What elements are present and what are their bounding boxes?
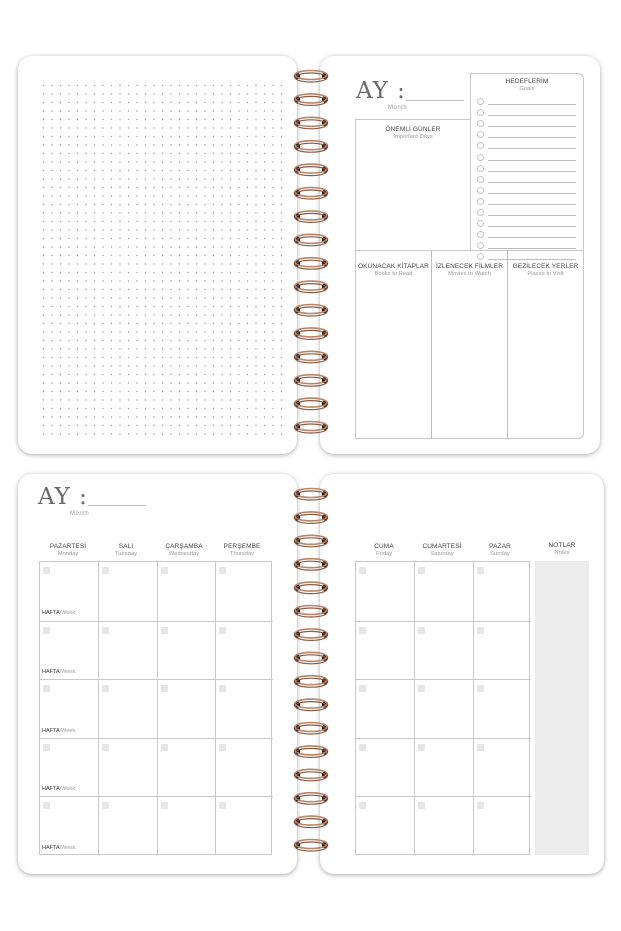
spiral-ring (294, 398, 328, 410)
spiral-ring (294, 652, 328, 664)
day-cell[interactable] (356, 621, 414, 680)
calendar-grid-right (355, 561, 530, 855)
spiral-ring (294, 629, 328, 641)
day-header-friday: CUMA (374, 543, 394, 550)
list-divider (507, 250, 508, 439)
day-cell[interactable] (157, 621, 215, 680)
week-label (42, 845, 77, 851)
spiral-ring (294, 793, 328, 805)
day-cell[interactable] (356, 562, 414, 621)
dot-grid (18, 56, 297, 454)
day-cell[interactable] (414, 621, 472, 680)
date-box (418, 627, 425, 634)
week-label (42, 786, 77, 792)
date-box (43, 685, 50, 692)
week-label-tr: HAFTA (42, 609, 60, 616)
goal-line (488, 215, 576, 216)
day-cell[interactable] (157, 738, 215, 797)
week-label-en: /Week: (59, 609, 77, 616)
day-cell[interactable] (98, 679, 156, 738)
day-subheader-monday: Monday (57, 551, 79, 557)
day-cell[interactable] (98, 621, 156, 680)
goal-line (488, 182, 576, 183)
spiral-ring (294, 699, 328, 711)
spiral-ring (294, 746, 328, 758)
date-box (102, 802, 109, 809)
date-box (161, 567, 168, 574)
week-label-tr: HAFTA (42, 669, 60, 676)
spiral-ring (294, 164, 328, 176)
day-cell[interactable] (157, 796, 215, 855)
spiral-ring (294, 281, 328, 293)
day-cell[interactable] (473, 621, 531, 680)
day-cell[interactable] (98, 796, 156, 855)
spiral-ring (294, 258, 328, 270)
goal-line (488, 160, 576, 161)
date-box (161, 627, 168, 634)
date-box (43, 744, 50, 751)
goal-checkbox[interactable] (477, 98, 484, 105)
day-header-thursday: PERŞEMBE (223, 543, 261, 550)
day-subheader-saturday: Saturday (430, 551, 454, 557)
spiral-ring (294, 188, 328, 200)
day-header-sunday: PAZAR (489, 543, 511, 550)
date-box (161, 744, 168, 751)
date-box (477, 627, 484, 634)
important-days-title: ÖNEMLİ GÜNLER (385, 126, 441, 133)
important-days-subtitle: Important Days (393, 134, 433, 140)
goal-line (488, 237, 576, 238)
calendar-right-page (320, 474, 604, 874)
calendar-left-page (18, 474, 297, 874)
spiral-ring (294, 94, 328, 106)
day-cell[interactable] (40, 738, 98, 797)
goal-line (488, 204, 576, 205)
spiral-ring (294, 723, 328, 735)
spiral-ring (294, 559, 328, 571)
spiral-ring (294, 71, 328, 83)
date-box (477, 567, 484, 574)
month-title: AY : (356, 78, 406, 104)
day-cell[interactable] (473, 796, 531, 855)
spiral-binding (285, 66, 335, 446)
spiral-ring (294, 351, 328, 363)
day-cell[interactable] (473, 738, 531, 797)
day-cell[interactable] (215, 562, 273, 621)
calendar-month-title: AY : (38, 484, 88, 510)
day-cell[interactable] (98, 562, 156, 621)
date-box (359, 744, 366, 751)
goals-box (470, 73, 584, 251)
day-cell[interactable] (473, 562, 531, 621)
date-box (102, 567, 109, 574)
day-cell[interactable] (40, 562, 98, 621)
day-cell[interactable] (215, 679, 273, 738)
day-cell[interactable] (40, 621, 98, 680)
day-cell[interactable] (414, 796, 472, 855)
spiral-ring (294, 676, 328, 688)
day-cell[interactable] (414, 679, 472, 738)
date-box (219, 567, 226, 574)
movies-to-watch-title: İZLENECEK FİLMLER (435, 263, 504, 270)
goal-line (488, 115, 576, 116)
calendar-month-label: Month (70, 511, 90, 517)
week-label-en: /Week: (59, 844, 77, 851)
spiral-ring (294, 422, 328, 434)
day-cell[interactable] (356, 738, 414, 797)
day-cell[interactable] (98, 738, 156, 797)
day-cell[interactable] (356, 679, 414, 738)
date-box (477, 685, 484, 692)
dot-grid-page (18, 56, 297, 454)
date-box (43, 802, 50, 809)
goal-checkbox[interactable] (477, 165, 484, 172)
date-box (418, 685, 425, 692)
date-box (359, 567, 366, 574)
notes-area (535, 561, 589, 855)
date-box (418, 567, 425, 574)
month-label: Month (388, 105, 408, 111)
day-cell[interactable] (157, 679, 215, 738)
spiral-ring (294, 606, 328, 618)
books-to-read-subtitle: Books to Read (374, 271, 413, 277)
day-cell[interactable] (414, 562, 472, 621)
spiral-binding (285, 484, 335, 864)
date-box (161, 685, 168, 692)
date-box (219, 744, 226, 751)
week-label-tr: HAFTA (42, 727, 60, 734)
monthly-overview-page (320, 56, 600, 454)
lists-box (355, 250, 584, 439)
day-cell[interactable] (215, 621, 273, 680)
goal-line (488, 104, 576, 105)
week-label-en: /Week: (59, 727, 77, 734)
spiral-ring (294, 535, 328, 547)
day-cell[interactable] (157, 562, 215, 621)
spiral-ring (294, 489, 328, 501)
date-box (477, 802, 484, 809)
notes-title: NOTLAR (548, 542, 576, 549)
date-box (219, 627, 226, 634)
spiral-ring (294, 328, 328, 340)
goal-line (488, 148, 576, 149)
week-label-en: /Week: (59, 786, 77, 793)
day-subheader-wednesday: Wednesday (168, 551, 200, 557)
movies-to-watch-subtitle: Movies to Watch (448, 271, 491, 277)
day-cell[interactable] (40, 679, 98, 738)
date-box (418, 802, 425, 809)
spiral-ring (294, 582, 328, 594)
books-to-read-title: OKUNACAK KİTAPLAR (358, 263, 429, 270)
week-label-tr: HAFTA (42, 844, 60, 851)
spiral-ring (294, 234, 328, 246)
goal-line (488, 171, 576, 172)
date-box (359, 802, 366, 809)
date-box (102, 685, 109, 692)
date-box (161, 802, 168, 809)
day-subheader-sunday: Sunday (490, 551, 510, 557)
list-divider (431, 250, 432, 439)
notes-subtitle: Notes (554, 550, 570, 556)
calendar-month-underline (88, 505, 146, 506)
date-box (43, 627, 50, 634)
date-box (219, 802, 226, 809)
goal-checkbox[interactable] (477, 209, 484, 216)
spiral-ring (294, 375, 328, 387)
date-box (102, 627, 109, 634)
week-label-tr: HAFTA (42, 786, 60, 793)
date-box (477, 744, 484, 751)
day-subheader-tuesday: Tuesday (114, 551, 138, 557)
spiral-ring (294, 117, 328, 129)
day-subheader-thursday: Thursday (229, 551, 255, 557)
spiral-ring (294, 840, 328, 852)
day-subheader-friday: Friday (375, 551, 393, 557)
day-cell[interactable] (473, 679, 531, 738)
goal-line (488, 126, 576, 127)
goal-line (488, 226, 576, 227)
week-label-en: /Week: (59, 669, 77, 676)
calendar-grid-left (39, 561, 272, 855)
spiral-ring (294, 816, 328, 828)
day-cell[interactable] (215, 796, 273, 855)
week-label (42, 669, 77, 675)
day-header-saturday: CUMARTESİ (422, 543, 462, 550)
goal-checkbox[interactable] (477, 198, 484, 205)
date-box (359, 627, 366, 634)
day-cell[interactable] (215, 738, 273, 797)
goals-subtitle: Goals (519, 86, 535, 92)
goal-line (488, 137, 576, 138)
goals-title: HEDEFLERİM (505, 78, 549, 85)
day-cell[interactable] (356, 796, 414, 855)
goal-checkbox[interactable] (477, 176, 484, 183)
month-underline (406, 100, 464, 101)
goal-checkbox[interactable] (477, 187, 484, 194)
week-label (42, 610, 77, 616)
day-cell[interactable] (40, 796, 98, 855)
day-header-tuesday: SALI (118, 543, 134, 550)
week-label (42, 728, 77, 734)
day-header-monday: PAZARTESİ (49, 543, 87, 550)
spiral-ring (294, 141, 328, 153)
date-box (219, 685, 226, 692)
day-header-wednesday: ÇARŞAMBA (165, 543, 203, 550)
spiral-ring (294, 512, 328, 524)
date-box (43, 567, 50, 574)
places-to-visit-title: GEZİLECEK YERLER (512, 263, 579, 270)
places-to-visit-subtitle: Places to Visit (527, 271, 564, 277)
spiral-ring (294, 211, 328, 223)
goal-line (488, 193, 576, 194)
spiral-ring (294, 305, 328, 317)
date-box (418, 744, 425, 751)
goal-checkbox[interactable] (477, 154, 484, 161)
day-cell[interactable] (414, 738, 472, 797)
date-box (359, 685, 366, 692)
date-box (102, 744, 109, 751)
spiral-ring (294, 769, 328, 781)
